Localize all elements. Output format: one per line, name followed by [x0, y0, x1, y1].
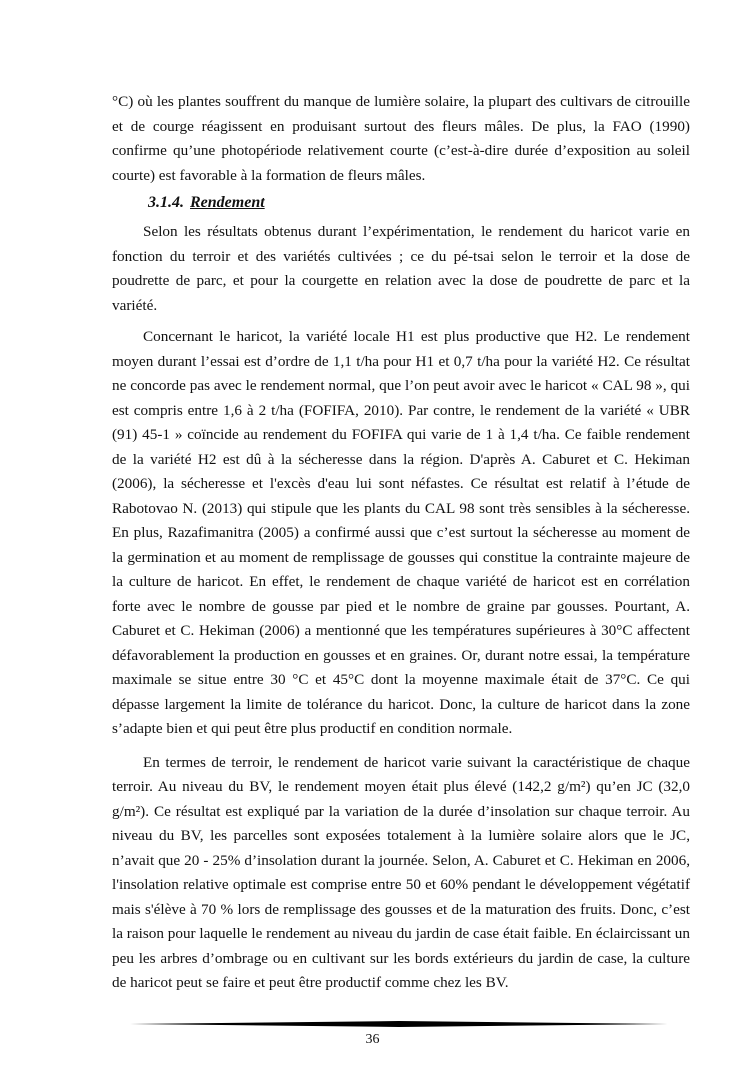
page-number: 36 [365, 1031, 380, 1047]
section-title: Rendement [190, 194, 265, 211]
paragraph-continuation: °C) où les plantes souffrent du manque de lumière solaire, la plupart des cultivars de citrouille et de courge réagissent en produisant surtout des fleurs mâles. De plus, la FAO (1990) confirme qu’une photopériode relativement courte (c’est-à-dire durée d’exposition au soleil courte) est favorable à la formation de fleurs mâles. [112, 93, 690, 184]
section-number: 3.1.4. [148, 194, 184, 211]
page-footer [0, 1020, 745, 1089]
paragraph-intro: Selon les résultats obtenus durant l’expérimentation, le rendement du haricot varie en fonction du terroir et des variétés cultivées ; ce du pé-tsai selon le terroir et la dose de poudrette de parc, et pour la courgette en relation avec la dose de poudrette de parc et la variété. [112, 223, 690, 314]
paragraph-terroir: En termes de terroir, le rendement de haricot varie suivant la caractéristique de chaque terroir. Au niveau du BV, le rendement moyen était plus élevé (142,2 g/m²) qu’en JC (32,0 g/m²). Ce résultat est expliqué par la variation de la durée d’insolation sur chaque terroir. Au niveau du BV, les parcelles sont exposées totalement à la lumière solaire alors que le JC, n’avait que 20 - 25% d’insolation durant la journée. Selon, A. Caburet et C. Hekiman en 2006, l'insolation relative optimale est comprise entre 50 et 60% pendant le développement végétatif mais s'élève à 70 % lors de remplissage des gousses et de la maturation des fruits. Donc, c’est la raison pour laquelle le rendement au niveau du jardin de case était faible. En éclaircissant un peu les arbres d’ombrage ou en cultivant sur les bords extérieurs du jardin de case, la culture de haricot peut se faire et peut être productif comme chez les BV. [112, 753, 690, 991]
footer-rule [130, 1020, 668, 1028]
section-heading [148, 192, 690, 214]
paragraph-haricot-varieties: Concernant le haricot, la variété locale H1 est plus productive que H2. Le rendement moyen durant l’essai est d’ordre de 1,1 t/ha pour H1 et 0,7 t/ha pour la variété H2. Ce résultat ne concorde pas avec le rendement normal, que l’on peut avoir avec le haricot « CAL 98 », qui est compris entre 1,6 à 2 t/ha (FOFIFA, 2010). Par contre, le rendement de la variété « UBR (91) 45-1 » coïncide au rendement du FOFIFA qui varie de 1 à 1,4 t/ha. Ce faible rendement de la variété H2 est dû à la sécheresse dans la région. D'après A. Caburet et C. Hekiman (2006), la sécheresse et l'excès d'eau lui sont néfastes. Ce résultat est relatif à l’étude de Rabotovao N. (2013) qui stipule que les plants du CAL 98 sont très sensibles à la sécheresse. En plus, Razafimanitra (2005) a confirmé aussi que c’est surtout la sécheresse au moment de la germination et au moment de remplissage de gousses qui constitue la contrainte majeure de la culture de haricot. En effet, le rendement de chaque variété de haricot est en corrélation forte avec le nombre de gousse par pied et le nombre de graine par gousses. Pourtant, A. Caburet et C. Hekiman (2006) a mentionné que les températures supérieures à 30°C affectent défavorablement la production en gousses et en graines. Or, durant notre essai, la température maximale se situe entre 30 °C et 45°C dont la moyenne maximale était de 37°C. Ce qui dépasse largement la limite de tolérance du haricot. Donc, la culture de haricot dans la zone s’adapte bien et qui peut être plus productif en condition normale. [112, 328, 690, 737]
